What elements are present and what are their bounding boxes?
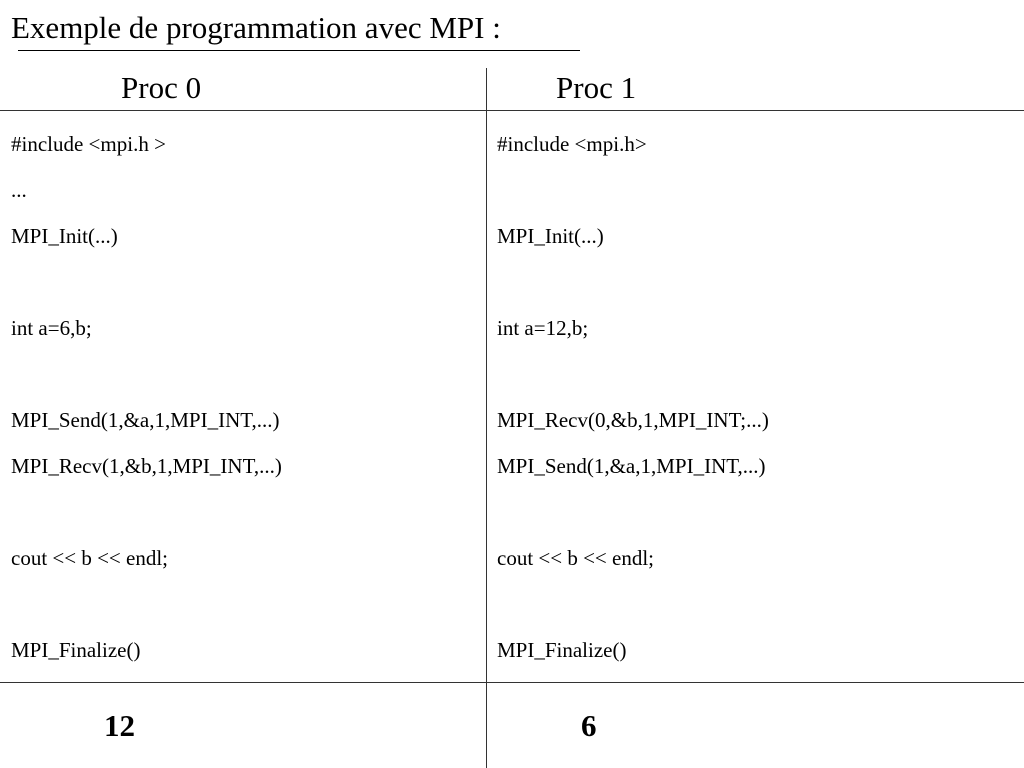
proc1-code-line: MPI_Finalize() (497, 638, 627, 662)
proc0-code-line (11, 478, 282, 501)
proc0-code-line (11, 386, 282, 409)
proc0-code-line: MPI_Init(...) (11, 224, 118, 248)
proc1-code-line: MPI_Recv(0,&b,1,MPI_INT;...) (497, 408, 769, 432)
proc1-code-line (497, 593, 769, 616)
proc0-code-line (11, 570, 282, 593)
proc0-code-line (11, 248, 282, 271)
proc1-code-line: cout << b << endl; (497, 546, 655, 570)
proc1-code-line (497, 570, 769, 593)
proc1-code-line (497, 156, 769, 179)
proc1-code-line (497, 501, 769, 524)
proc0-code-line: MPI_Recv(1,&b,1,MPI_INT,...) (11, 454, 282, 478)
proc0-code-line: ... (11, 178, 27, 202)
column-divider (486, 68, 487, 768)
proc0-code-line (11, 616, 282, 639)
proc1-code-line: MPI_Send(1,&a,1,MPI_INT,...) (497, 454, 766, 478)
proc1-code-line (497, 340, 769, 363)
proc0-code-line (11, 501, 282, 524)
proc1-code-line (497, 202, 769, 225)
proc1-code-line (497, 478, 769, 501)
proc0-code-line (11, 110, 282, 133)
table-bottom-divider (0, 682, 1024, 683)
proc1-code-line (497, 432, 769, 455)
proc0-code-line: MPI_Send(1,&a,1,MPI_INT,...) (11, 408, 280, 432)
proc0-code-line (11, 363, 282, 386)
proc1-code-block (497, 110, 769, 662)
proc1-code-line (497, 386, 769, 409)
result-proc0: 12 (104, 708, 135, 743)
proc0-code-line (11, 271, 282, 294)
title-underline (18, 50, 580, 51)
proc0-code-line: cout << b << endl; (11, 546, 169, 570)
proc1-code-line: MPI_Init(...) (497, 224, 604, 248)
result-proc1: 6 (581, 708, 597, 743)
proc1-code-line: #include <mpi.h> (497, 132, 647, 156)
proc1-code-line (497, 616, 769, 639)
proc0-code-line (11, 156, 282, 179)
proc1-code-line (497, 524, 769, 547)
proc0-code-line (11, 294, 282, 317)
proc1-code-line (497, 179, 769, 202)
proc1-code-line (497, 110, 769, 133)
proc1-code-line (497, 248, 769, 271)
proc1-code-line (497, 363, 769, 386)
column-header-proc1: Proc 1 (556, 70, 637, 105)
proc0-code-line (11, 340, 282, 363)
proc1-code-line (497, 294, 769, 317)
proc0-code-line (11, 202, 282, 225)
proc0-code-line (11, 593, 282, 616)
proc1-code-line: int a=12,b; (497, 316, 589, 340)
proc0-code-block (11, 110, 282, 662)
proc0-code-line (11, 432, 282, 455)
proc0-code-line: MPI_Finalize() (11, 638, 141, 662)
proc1-code-line (497, 271, 769, 294)
proc0-code-line: int a=6,b; (11, 316, 92, 340)
proc0-code-line: #include <mpi.h > (11, 132, 166, 156)
proc0-code-line (11, 524, 282, 547)
column-header-proc0: Proc 0 (121, 70, 202, 105)
slide-title: Exemple de programmation avec MPI : (11, 10, 501, 45)
